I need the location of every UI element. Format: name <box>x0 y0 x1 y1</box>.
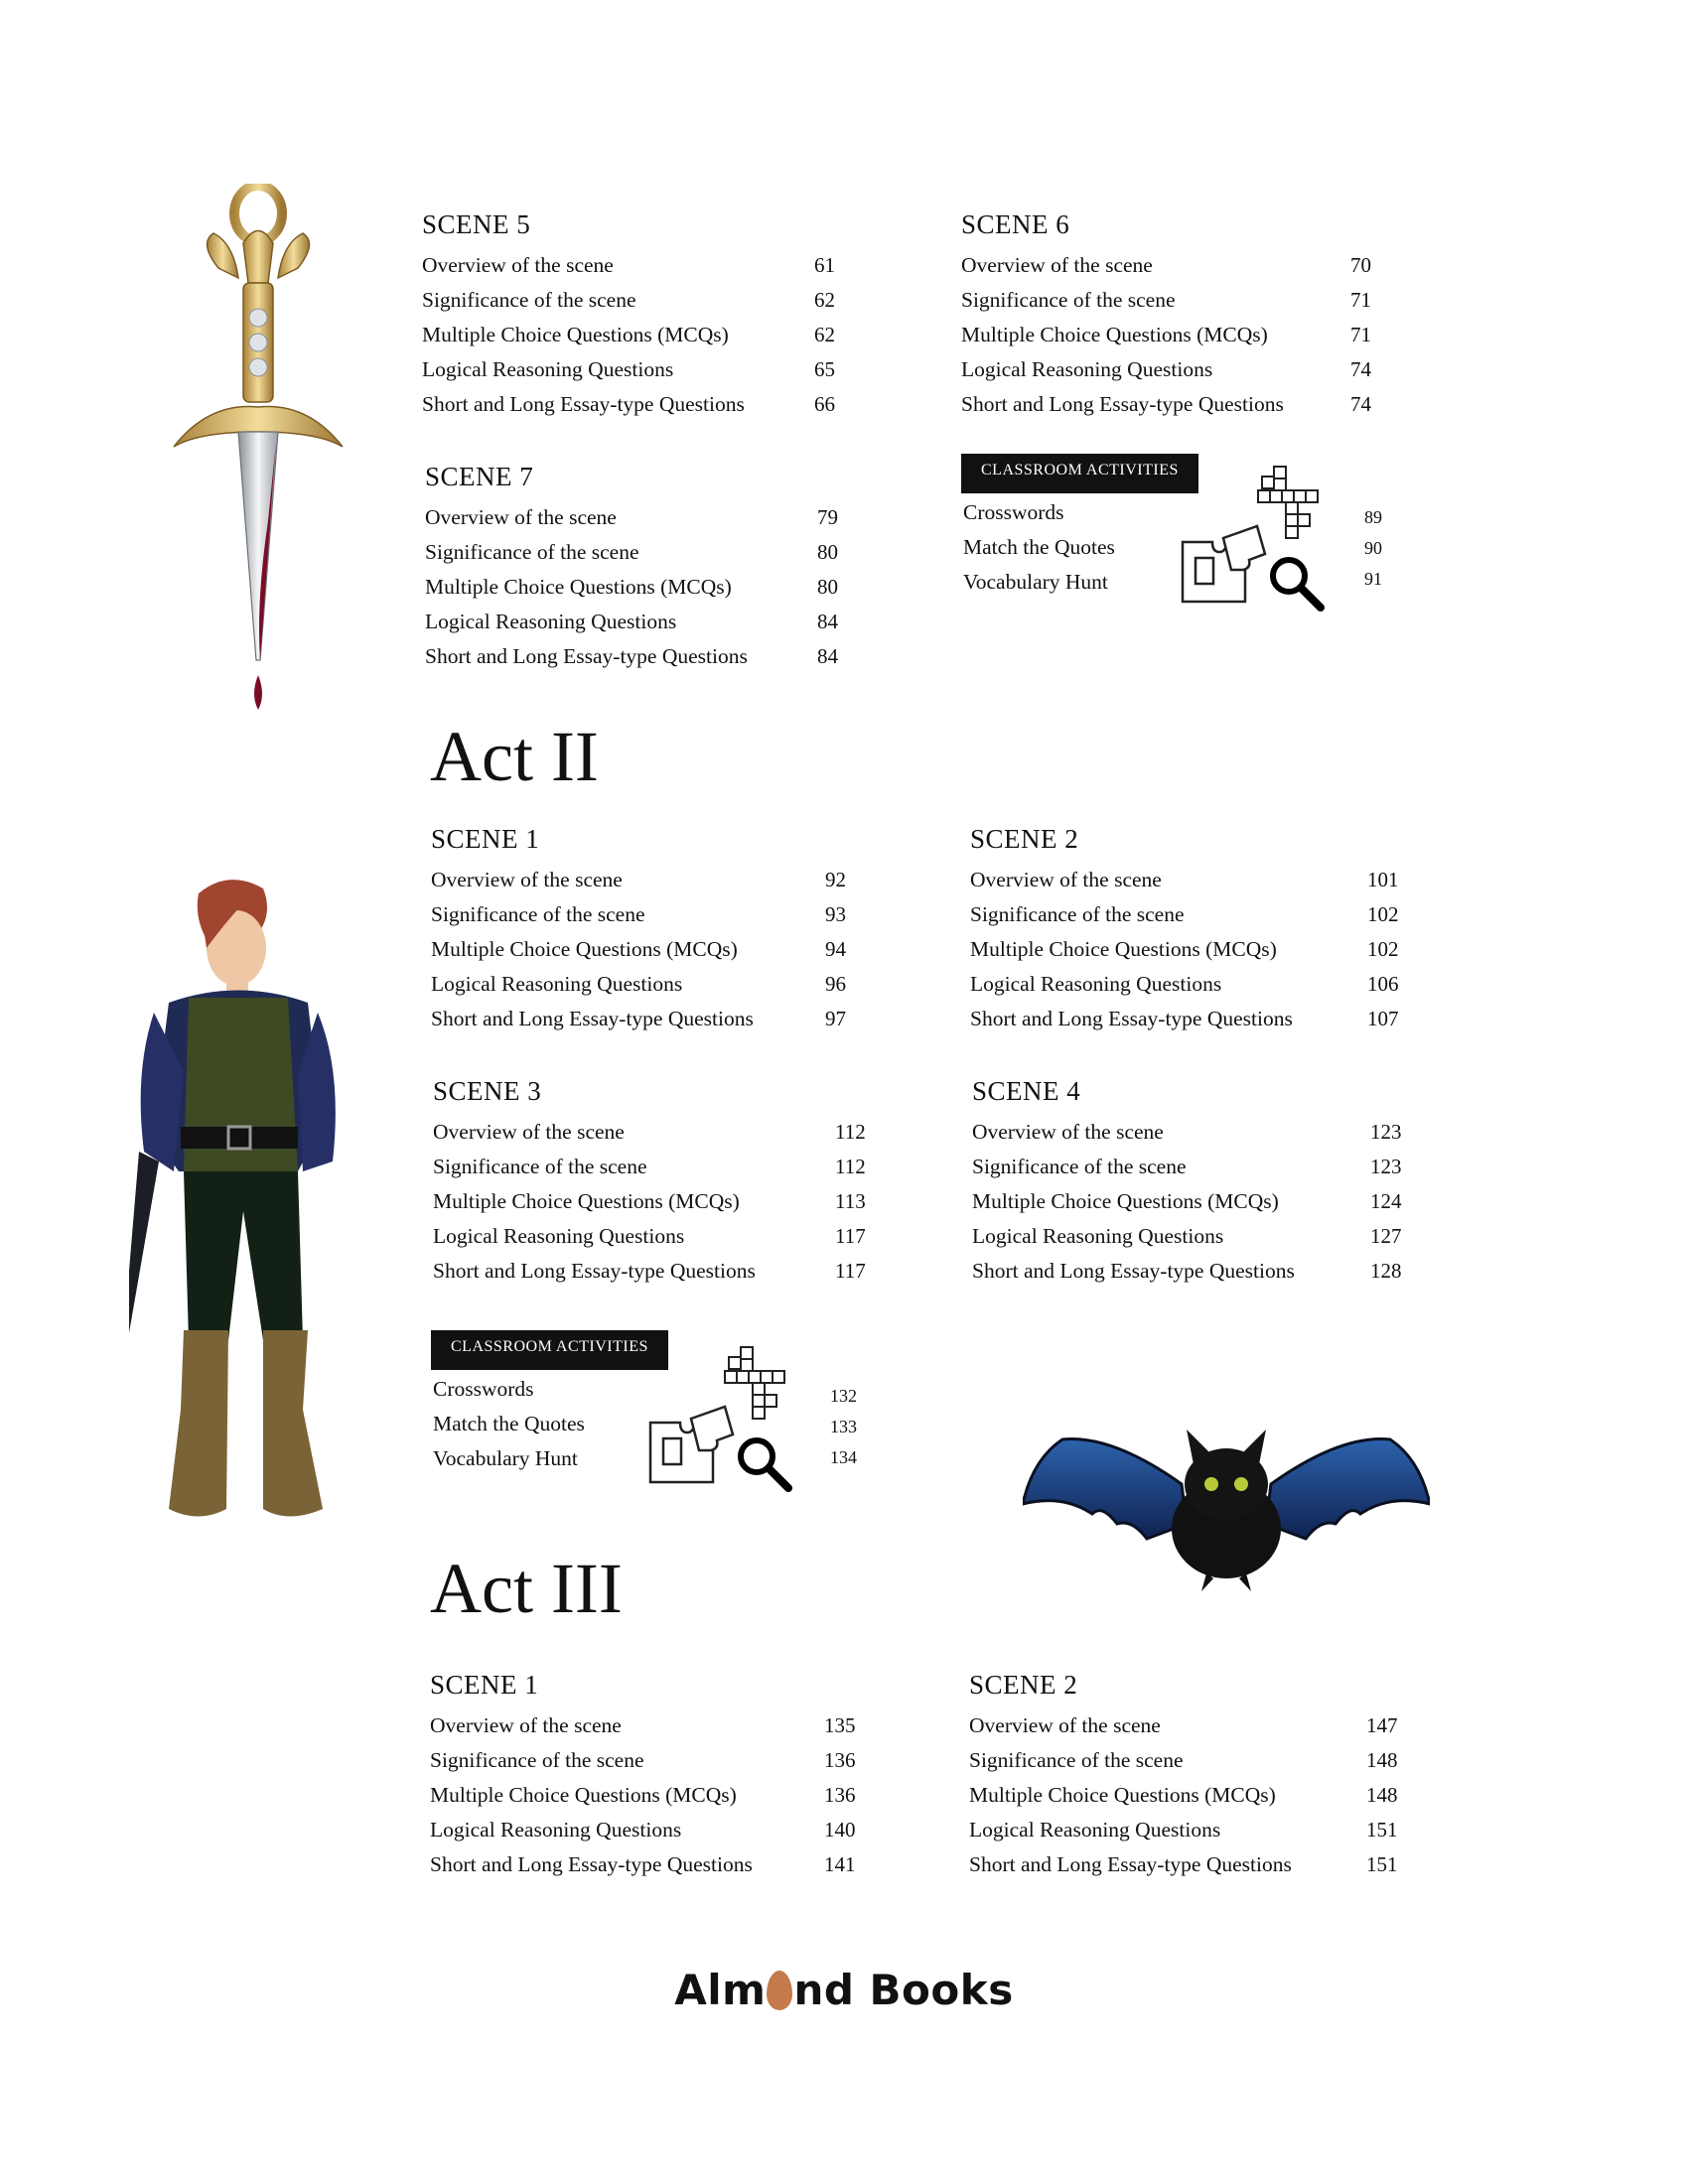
entry-label: Significance of the scene <box>972 1155 1187 1178</box>
brand-logo <box>0 1966 1688 2014</box>
entry-label: Overview of the scene <box>961 253 1153 277</box>
toc-entry[interactable] <box>425 605 857 639</box>
entry-label: Logical Reasoning Questions <box>433 1224 685 1248</box>
entry-label: Significance of the scene <box>422 288 636 312</box>
act-iii-scene-1-section <box>430 1669 864 1882</box>
page-number: 84 <box>817 610 838 633</box>
toc-entry[interactable] <box>969 1847 1406 1882</box>
activity-crosswords[interactable]: Crosswords <box>433 1377 534 1401</box>
entry-label: Overview of the scene <box>970 868 1162 891</box>
scene-title: SCENE 3 <box>433 1076 542 1106</box>
classroom-activities-badge: CLASSROOM ACTIVITIES <box>431 1330 668 1370</box>
page-number: 92 <box>825 868 846 891</box>
page-number: 71 <box>1350 323 1371 346</box>
toc-entry[interactable] <box>969 1743 1406 1778</box>
scene-title: SCENE 1 <box>430 1670 539 1700</box>
page-number: 128 <box>1370 1259 1402 1283</box>
page-number: 93 <box>825 902 846 926</box>
magnifier-icon <box>735 1434 792 1492</box>
page-number: 135 <box>824 1713 856 1737</box>
puzzle-icon <box>1180 524 1269 606</box>
entry-label: Overview of the scene <box>431 868 623 891</box>
page-number: 101 <box>1367 868 1399 891</box>
toc-entry[interactable] <box>425 570 857 605</box>
toc-entry[interactable] <box>430 1813 864 1847</box>
page-number: 133 <box>830 1417 857 1436</box>
page-number: 123 <box>1370 1155 1402 1178</box>
toc-entry[interactable] <box>430 1778 864 1813</box>
page-number: 66 <box>814 392 835 416</box>
toc-entry[interactable] <box>961 283 1390 318</box>
activity-crosswords[interactable]: Crosswords <box>963 500 1064 524</box>
page-number: 90 <box>1364 538 1382 558</box>
prince-figure <box>129 874 377 1529</box>
page-number: 148 <box>1366 1748 1398 1772</box>
page-number: 80 <box>817 540 838 564</box>
entry-label: Short and Long Essay-type Questions <box>433 1259 756 1283</box>
toc-entry[interactable] <box>425 500 857 535</box>
page-number: 107 <box>1367 1007 1399 1030</box>
toc-entry[interactable] <box>970 932 1407 967</box>
entry-label: Short and Long Essay-type Questions <box>425 644 748 668</box>
entry-label: Logical Reasoning Questions <box>970 972 1222 996</box>
page-number: 136 <box>824 1748 856 1772</box>
entry-label: Significance of the scene <box>425 540 639 564</box>
entry-label: Multiple Choice Questions (MCQs) <box>430 1783 737 1807</box>
activity-match-quotes[interactable]: Match the Quotes <box>433 1412 585 1435</box>
entry-label: Logical Reasoning Questions <box>969 1818 1221 1842</box>
act-iii-scene-2-section <box>969 1669 1406 1882</box>
page-number: 112 <box>835 1155 866 1178</box>
toc-entry[interactable] <box>431 863 865 897</box>
act-ii-scene-3-section <box>433 1075 875 1289</box>
almond-icon <box>767 1971 792 2010</box>
page-number: 80 <box>817 575 838 599</box>
toc-entry[interactable] <box>970 1002 1407 1036</box>
page-number: 141 <box>824 1852 856 1876</box>
entry-label: Significance of the scene <box>433 1155 647 1178</box>
page-number: 97 <box>825 1007 846 1030</box>
toc-entry[interactable] <box>972 1254 1410 1289</box>
scene-title: SCENE 2 <box>970 824 1079 854</box>
entry-label: Logical Reasoning Questions <box>972 1224 1224 1248</box>
scene-title: SCENE 2 <box>969 1670 1078 1700</box>
page-number: 79 <box>817 505 838 529</box>
act-iii-heading: Act III <box>430 1549 623 1628</box>
page-number: 147 <box>1366 1713 1398 1737</box>
toc-entry[interactable] <box>972 1150 1410 1184</box>
page-number: 65 <box>814 357 835 381</box>
toc-entry[interactable] <box>422 248 854 283</box>
toc-entry[interactable] <box>970 897 1407 932</box>
act-ii-scene-2-section <box>970 823 1407 1036</box>
toc-entry[interactable] <box>425 639 857 674</box>
entry-label: Logical Reasoning Questions <box>422 357 674 381</box>
page-number: 94 <box>825 937 846 961</box>
page-number: 151 <box>1366 1852 1398 1876</box>
entry-label: Significance of the scene <box>430 1748 644 1772</box>
entry-label: Significance of the scene <box>970 902 1185 926</box>
page-number: 74 <box>1350 357 1371 381</box>
toc-entry[interactable] <box>422 283 854 318</box>
page-number: 106 <box>1367 972 1399 996</box>
activity-match-quotes[interactable]: Match the Quotes <box>963 535 1115 559</box>
toc-entry[interactable] <box>961 387 1390 422</box>
toc-entry[interactable] <box>433 1150 875 1184</box>
toc-entry[interactable] <box>969 1778 1406 1813</box>
toc-entry[interactable] <box>430 1743 864 1778</box>
entry-label: Overview of the scene <box>430 1713 622 1737</box>
page-number: 89 <box>1364 507 1382 527</box>
page-number: 74 <box>1350 392 1371 416</box>
toc-entry[interactable] <box>431 932 865 967</box>
page-number: 70 <box>1350 253 1371 277</box>
page-number: 134 <box>830 1447 857 1467</box>
toc-entry[interactable] <box>425 535 857 570</box>
scene-5-section <box>422 208 854 422</box>
toc-entry[interactable] <box>422 352 854 387</box>
page-number: 91 <box>1364 569 1382 589</box>
entry-label: Multiple Choice Questions (MCQs) <box>969 1783 1276 1807</box>
toc-entry[interactable] <box>431 1002 865 1036</box>
magnifier-icon <box>1267 554 1325 612</box>
entry-label: Overview of the scene <box>433 1120 625 1144</box>
entry-label: Overview of the scene <box>972 1120 1164 1144</box>
entry-label: Significance of the scene <box>431 902 645 926</box>
entry-label: Logical Reasoning Questions <box>430 1818 682 1842</box>
page-number: 102 <box>1367 937 1399 961</box>
page-number: 123 <box>1370 1120 1402 1144</box>
act-ii-scene-1-section <box>431 823 865 1036</box>
page-number: 84 <box>817 644 838 668</box>
toc-entry[interactable] <box>433 1184 875 1219</box>
entry-label: Logical Reasoning Questions <box>425 610 677 633</box>
entry-label: Multiple Choice Questions (MCQs) <box>970 937 1277 961</box>
entry-label: Multiple Choice Questions (MCQs) <box>961 323 1268 346</box>
page-number: 151 <box>1366 1818 1398 1842</box>
entry-label: Overview of the scene <box>969 1713 1161 1737</box>
toc-entry[interactable] <box>431 897 865 932</box>
entry-label: Short and Long Essay-type Questions <box>972 1259 1295 1283</box>
page-number: 124 <box>1370 1189 1402 1213</box>
brand-text-end: nd Books <box>793 1966 1014 2014</box>
puzzle-icon <box>647 1405 737 1486</box>
page-number: 112 <box>835 1120 866 1144</box>
entry-label: Multiple Choice Questions (MCQs) <box>433 1189 740 1213</box>
toc-entry[interactable] <box>430 1708 864 1743</box>
page-number: 140 <box>824 1818 856 1842</box>
toc-entry[interactable] <box>433 1254 875 1289</box>
toc-entry[interactable] <box>972 1219 1410 1254</box>
toc-entry[interactable] <box>433 1115 875 1150</box>
scene-title: SCENE 4 <box>972 1076 1081 1106</box>
scene-title: SCENE 7 <box>425 462 534 491</box>
toc-entry[interactable] <box>961 248 1390 283</box>
entry-label: Short and Long Essay-type Questions <box>422 392 745 416</box>
scene-title: SCENE 5 <box>422 209 531 239</box>
entry-label: Multiple Choice Questions (MCQs) <box>972 1189 1279 1213</box>
entry-label: Multiple Choice Questions (MCQs) <box>425 575 732 599</box>
page-number: 136 <box>824 1783 856 1807</box>
toc-entry[interactable] <box>961 352 1390 387</box>
scene-title: SCENE 1 <box>431 824 540 854</box>
toc-entry[interactable] <box>972 1184 1410 1219</box>
dagger-icon <box>169 184 348 720</box>
page-number: 62 <box>814 323 835 346</box>
brand-text-start: Alm <box>674 1966 767 2014</box>
entry-label: Logical Reasoning Questions <box>961 357 1213 381</box>
entry-label: Short and Long Essay-type Questions <box>970 1007 1293 1030</box>
page-number: 102 <box>1367 902 1399 926</box>
toc-entry[interactable] <box>961 318 1390 352</box>
toc-entry[interactable] <box>422 318 854 352</box>
page-number: 127 <box>1370 1224 1402 1248</box>
entry-label: Significance of the scene <box>961 288 1176 312</box>
toc-entry[interactable] <box>970 967 1407 1002</box>
scene-title: SCENE 6 <box>961 209 1070 239</box>
entry-label: Multiple Choice Questions (MCQs) <box>431 937 738 961</box>
toc-entry[interactable] <box>969 1813 1406 1847</box>
page-number: 132 <box>830 1386 857 1406</box>
page-number: 113 <box>835 1189 866 1213</box>
toc-entry[interactable] <box>970 863 1407 897</box>
act-ii-heading: Act II <box>430 717 599 796</box>
page-number: 96 <box>825 972 846 996</box>
toc-entry[interactable] <box>972 1115 1410 1150</box>
activity-vocabulary-hunt[interactable]: Vocabulary Hunt <box>433 1446 578 1470</box>
page-number: 117 <box>835 1224 866 1248</box>
page-number: 62 <box>814 288 835 312</box>
act-ii-scene-4-section <box>972 1075 1410 1289</box>
entry-label: Short and Long Essay-type Questions <box>431 1007 754 1030</box>
entry-label: Overview of the scene <box>422 253 614 277</box>
activity-vocabulary-hunt[interactable]: Vocabulary Hunt <box>963 570 1108 594</box>
toc-entry[interactable] <box>433 1219 875 1254</box>
toc-entry[interactable] <box>431 967 865 1002</box>
classroom-activities-badge: CLASSROOM ACTIVITIES <box>961 454 1198 493</box>
page-number: 71 <box>1350 288 1371 312</box>
entry-label: Short and Long Essay-type Questions <box>969 1852 1292 1876</box>
page-number: 61 <box>814 253 835 277</box>
page-number: 117 <box>835 1259 866 1283</box>
entry-label: Logical Reasoning Questions <box>431 972 683 996</box>
toc-entry[interactable] <box>422 387 854 422</box>
page-number: 148 <box>1366 1783 1398 1807</box>
bat-icon <box>1023 1415 1430 1593</box>
scene-6-section <box>961 208 1390 422</box>
entry-label: Overview of the scene <box>425 505 617 529</box>
entry-label: Short and Long Essay-type Questions <box>961 392 1284 416</box>
entry-label: Multiple Choice Questions (MCQs) <box>422 323 729 346</box>
scene-7-section <box>425 461 857 674</box>
toc-entry[interactable] <box>430 1847 864 1882</box>
toc-entry[interactable] <box>969 1708 1406 1743</box>
entry-label: Short and Long Essay-type Questions <box>430 1852 753 1876</box>
entry-label: Significance of the scene <box>969 1748 1184 1772</box>
